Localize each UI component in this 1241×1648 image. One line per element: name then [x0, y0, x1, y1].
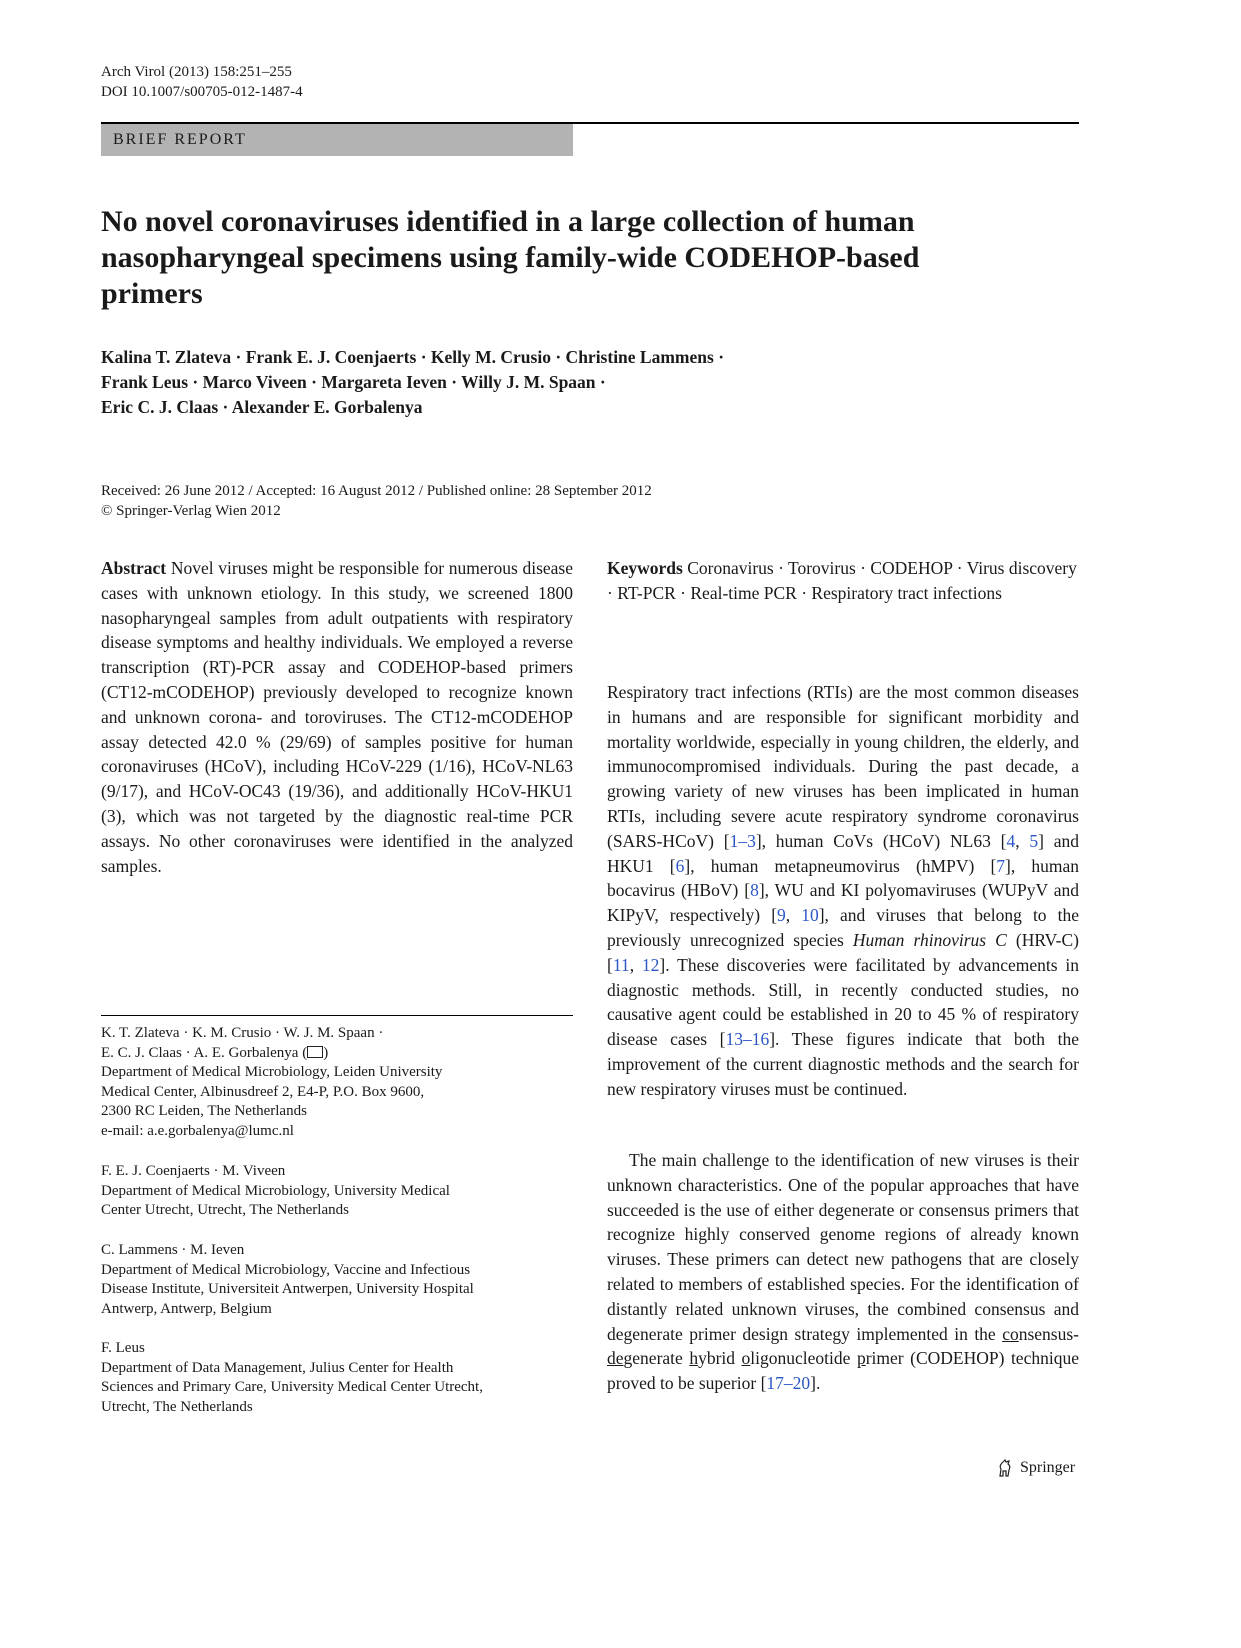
- affiliation-rule: [101, 1015, 573, 1016]
- keywords: [607, 556, 1079, 606]
- body-text: ligonucleotide: [750, 1348, 857, 1369]
- citation-link[interactable]: 9: [777, 905, 786, 926]
- body-text: ybrid: [698, 1348, 742, 1369]
- body-text: (HRV-C) [: [607, 929, 1079, 975]
- history-dates: Received: 26 June 2012 / Accepted: 16 August 2012 / Published online: 28 September 2012: [101, 483, 652, 499]
- underlined-letters: p: [856, 1348, 866, 1369]
- abstract-text: Novel viruses might be responsible for numerous disease cases with unknown etiology. In this study, we screened 1800 nasopharyngeal samples from adult outpatients with respiratory disease symptoms and healthy individuals. We employed a reverse transcription (RT)-PCR assay and CODEHOP-based primers (CT12-mCODEHOP) previously developed to recognize known and unknown corona- and toroviruses. The CT12-mCODEHOP assay detected 42.0 % (29/69) of samples positive for human coronaviruses (HCoV), including HCoV-229 (1/16), HCoV-NL63 (9/17), and HCoV-OC43 (19/36), and additionally HCoV-HKU1 (3), which was not targeted by the diagnostic real-time PCR assays. No other coronaviruses were identified in the analyzed samples.: [101, 558, 573, 876]
- affiliation-address: Department of Medical Microbiology, Vaccine and Infectious: [101, 1261, 471, 1278]
- affiliation-address: 2300 RC Leiden, The Netherlands: [101, 1103, 307, 1120]
- citation-link[interactable]: 13–16: [725, 1029, 770, 1050]
- citation-link[interactable]: 10: [801, 905, 819, 926]
- body-text: The main challenge to the identification of new viruses is their unknown characteristics. One of the popular approaches that have succeeded is the use of either degenerate or consensus primers that recognize highly conserved genome regions of already known viruses. These primers can detect new pathogens that are closely related to members of established species. For the identification of distantly related unknown viruses, the combined consensus and degenerate primer design strategy implemented in the: [607, 1150, 1079, 1344]
- affiliation-block: [101, 1241, 573, 1319]
- affiliation-block: [101, 1162, 573, 1221]
- keywords-text: Coronavirus · Torovirus · CODEHOP · Virus discovery · RT-PCR · Real-time PCR · Respiratory tract infections: [607, 558, 1077, 603]
- keywords-label: Keywords: [607, 558, 683, 578]
- author-line: Kalina T. Zlateva · Frank E. J. Coenjaerts · Kelly M. Crusio · Christine Lammens ·: [101, 347, 725, 367]
- author-list: [101, 345, 1001, 420]
- body-text: ], WU and KI polyomaviruses (WUPyV and KIPyV, respectively) [: [607, 880, 1079, 926]
- affiliation-block: [101, 1339, 573, 1417]
- species-name: Human rhinovirus C: [852, 929, 1007, 950]
- affiliation-authors-text: E. C. J. Claas · A. E. Gorbalenya (: [101, 1044, 308, 1061]
- body-text: ,: [785, 905, 802, 926]
- publisher-name: Springer: [1020, 1459, 1076, 1476]
- body-text: Respiratory tract infections (RTIs) are the most common diseases in humans and are responsible for significant morbidity and mortality worldwide, especially in young children, the elderly, and immunocompromised individuals. During the past decade, a growing variety of new viruses has been implicated in human RTIs, including severe acute respiratory syndrome coronavirus (SARS-HCoV) [: [607, 682, 1079, 851]
- affiliation-authors: F. Leus: [101, 1340, 145, 1356]
- affiliation-address: Center Utrecht, Utrecht, The Netherlands: [101, 1202, 349, 1219]
- underlined-letters: de: [607, 1348, 624, 1369]
- author-line: Frank Leus · Marco Viveen · Margareta Ieven · Willy J. M. Spaan ·: [101, 372, 606, 392]
- body-text: rimer (CODEHOP) technique proved to be superior [: [607, 1348, 1079, 1394]
- corresponding-email[interactable]: e-mail: a.e.gorbalenya@lumc.nl: [101, 1122, 294, 1139]
- journal-header: [101, 62, 303, 102]
- body-paragraph-1: [607, 680, 1079, 1102]
- abstract-label: Abstract: [101, 558, 167, 578]
- underlined-letters: co: [1002, 1323, 1019, 1344]
- publication-dates: [101, 481, 1001, 521]
- abstract: [101, 556, 573, 878]
- affiliation-address: Medical Center, Albinusdreef 2, E4-P, P.O. Box 9600,: [101, 1083, 425, 1100]
- body-text: ] and HKU1 [: [607, 830, 1079, 876]
- affiliation-authors: F. E. J. Coenjaerts · M. Viveen: [101, 1163, 286, 1179]
- underlined-letters: h: [689, 1348, 699, 1369]
- author-line: Eric C. J. Claas · Alexander E. Gorbalenya: [101, 397, 423, 417]
- citation-link[interactable]: 4: [1006, 830, 1016, 851]
- body-text: ,: [629, 954, 642, 975]
- body-text: ].: [810, 1373, 821, 1394]
- doi: DOI 10.1007/s00705-012-1487-4: [101, 84, 303, 100]
- body-text: ], human bocavirus (HBoV) [: [607, 855, 1079, 901]
- body-text: ], human metapneumovirus (hMPV) [: [684, 855, 997, 876]
- body-text: ], and viruses that belong to the previously unrecognized species: [607, 905, 1079, 950]
- citation-link[interactable]: 11: [612, 954, 630, 975]
- citation-link[interactable]: 8: [750, 880, 759, 901]
- section-label: BRIEF REPORT: [101, 124, 573, 156]
- affiliation-authors: C. Lammens · M. Ieven: [101, 1242, 245, 1258]
- citation-link[interactable]: 5: [1029, 830, 1039, 851]
- springer-horse-icon: [996, 1458, 1014, 1478]
- affiliation-address: Antwerp, Antwerp, Belgium: [101, 1300, 272, 1317]
- citation-link[interactable]: 17–20: [766, 1373, 811, 1394]
- body-paragraph-2: [607, 1148, 1079, 1396]
- affiliation-address: Department of Medical Microbiology, University Medical: [101, 1182, 450, 1199]
- body-text: ]. These discoveries were facilitated by advancements in diagnostic methods. Still, in recently conducted studies, no causative agent could be established in 20 to 45 % of respiratory disease cases [: [607, 954, 1079, 1050]
- citation-link[interactable]: 7: [996, 855, 1006, 876]
- underlined-letters: o: [741, 1348, 751, 1369]
- journal-citation: Arch Virol (2013) 158:251–255: [101, 64, 292, 80]
- body-text: ]. These figures indicate that both the improvement of the current diagnostic methods and the search for new respiratory viruses must be continued.: [607, 1029, 1079, 1099]
- envelope-icon[interactable]: [307, 1046, 323, 1058]
- affiliation-address: Department of Data Management, Julius Center for Health: [101, 1359, 454, 1376]
- body-text: generate: [623, 1348, 690, 1369]
- affiliation-authors: K. T. Zlateva · K. M. Crusio · W. J. M. Spaan ·: [101, 1025, 384, 1041]
- citation-link[interactable]: 6: [675, 855, 685, 876]
- copyright: © Springer-Verlag Wien 2012: [101, 503, 281, 519]
- citation-link[interactable]: 1–3: [729, 830, 756, 851]
- body-text: ,: [1015, 830, 1030, 851]
- affiliation-address: Department of Medical Microbiology, Leiden University: [101, 1064, 443, 1081]
- affiliation-address: Disease Institute, Universiteit Antwerpen, University Hospital: [101, 1281, 474, 1298]
- body-text: ], human CoVs (HCoV) NL63 [: [755, 830, 1007, 851]
- affiliation-address: Sciences and Primary Care, University Medical Center Utrecht,: [101, 1379, 483, 1396]
- affiliation-address: Utrecht, The Netherlands: [101, 1398, 253, 1415]
- article-title: No novel coronaviruses identified in a large collection of human nasopharyngeal specimens using family-wide CODEHOP-based primers: [101, 205, 920, 310]
- springer-logo: [996, 1457, 1075, 1479]
- affiliation-block: [101, 1024, 573, 1142]
- citation-link[interactable]: 12: [641, 954, 660, 975]
- affiliation-authors: [101, 1044, 573, 1064]
- paren: ): [323, 1044, 329, 1061]
- body-text: nsensus-: [1018, 1323, 1079, 1344]
